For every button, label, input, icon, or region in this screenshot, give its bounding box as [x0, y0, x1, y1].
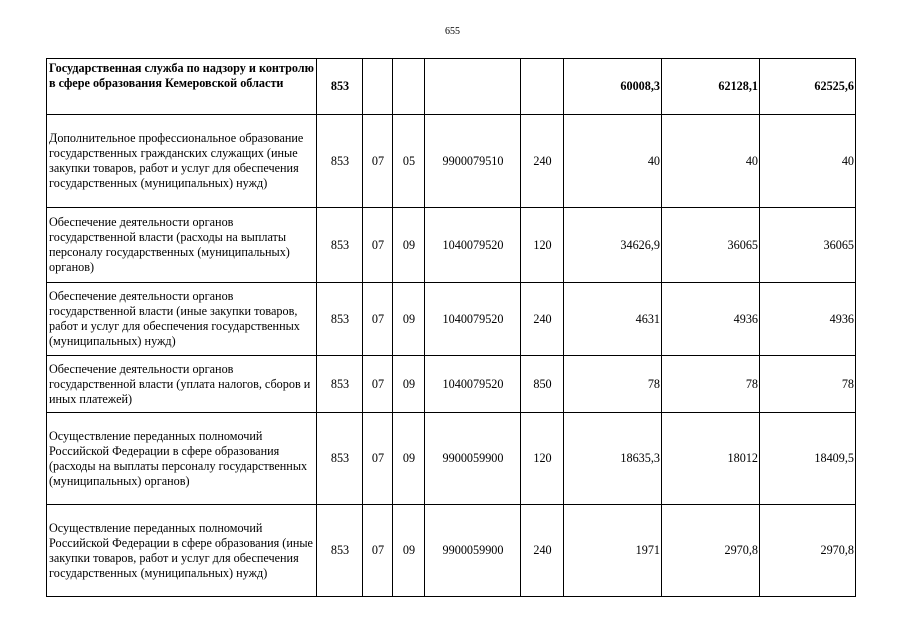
table-row	[47, 356, 856, 413]
cell-name: Обеспечение деятельности органов государственной власти (расходы на выплаты персоналу государственных (муниципальных) органов)	[47, 208, 317, 283]
cell-sum-3: 18409,5	[760, 413, 856, 505]
cell-subsection: 05	[393, 115, 425, 208]
cell-sum-3: 62525,6	[760, 59, 856, 115]
cell-sum-1: 18635,3	[564, 413, 662, 505]
cell-sum-2: 2970,8	[662, 505, 760, 597]
cell-section: 07	[363, 283, 393, 356]
cell-sum-2: 4936	[662, 283, 760, 356]
cell-sum-2: 40	[662, 115, 760, 208]
cell-type: 240	[521, 115, 564, 208]
cell-subsection: 09	[393, 283, 425, 356]
cell-sum-1: 4631	[564, 283, 662, 356]
cell-ministry: 853	[317, 413, 363, 505]
cell-ministry: 853	[317, 505, 363, 597]
cell-sum-3: 36065	[760, 208, 856, 283]
page-number: 655	[445, 26, 460, 37]
cell-target: 9900059900	[425, 505, 521, 597]
cell-name: Обеспечение деятельности органов государственной власти (иные закупки товаров, работ и услуг для обеспечения государственных (муниципальных) нужд)	[47, 283, 317, 356]
cell-section: 07	[363, 413, 393, 505]
cell-sum-1: 60008,3	[564, 59, 662, 115]
cell-sum-2: 78	[662, 356, 760, 413]
cell-sum-1: 1971	[564, 505, 662, 597]
cell-type: 850	[521, 356, 564, 413]
cell-type: 120	[521, 208, 564, 283]
cell-name: Дополнительное профессиональное образование государственных гражданских служащих (иные закупки товаров, работ и услуг для обеспечения государственных (муниципальных) нужд)	[47, 115, 317, 208]
table-row	[47, 413, 856, 505]
cell-sum-1: 40	[564, 115, 662, 208]
cell-section: 07	[363, 356, 393, 413]
budget-table	[46, 58, 856, 597]
table-row	[47, 283, 856, 356]
cell-type	[521, 59, 564, 115]
cell-sum-1: 34626,9	[564, 208, 662, 283]
cell-sum-3: 2970,8	[760, 505, 856, 597]
cell-sum-2: 18012	[662, 413, 760, 505]
cell-ministry: 853	[317, 59, 363, 115]
table-row	[47, 59, 856, 115]
cell-sum-2: 36065	[662, 208, 760, 283]
cell-target	[425, 59, 521, 115]
cell-subsection	[393, 59, 425, 115]
cell-target: 9900059900	[425, 413, 521, 505]
table-row	[47, 505, 856, 597]
cell-name: Осуществление переданных полномочий Российской Федерации в сфере образования (расходы на выплаты персоналу государственных (муниципальных) органов)	[47, 413, 317, 505]
cell-ministry: 853	[317, 283, 363, 356]
cell-section: 07	[363, 208, 393, 283]
cell-name: Государственная служба по надзору и контролю в сфере образования Кемеровской области	[47, 59, 317, 115]
cell-section	[363, 59, 393, 115]
cell-type: 240	[521, 505, 564, 597]
cell-type: 120	[521, 413, 564, 505]
cell-sum-1: 78	[564, 356, 662, 413]
cell-name: Осуществление переданных полномочий Российской Федерации в сфере образования (иные закупки товаров, работ и услуг для обеспечения государственных (муниципальных) нужд)	[47, 505, 317, 597]
cell-sum-2: 62128,1	[662, 59, 760, 115]
cell-sum-3: 40	[760, 115, 856, 208]
cell-subsection: 09	[393, 505, 425, 597]
cell-section: 07	[363, 115, 393, 208]
cell-subsection: 09	[393, 356, 425, 413]
cell-ministry: 853	[317, 115, 363, 208]
table-row	[47, 115, 856, 208]
cell-subsection: 09	[393, 208, 425, 283]
cell-ministry: 853	[317, 208, 363, 283]
cell-name: Обеспечение деятельности органов государственной власти (уплата налогов, сборов и иных платежей)	[47, 356, 317, 413]
cell-target: 9900079510	[425, 115, 521, 208]
cell-ministry: 853	[317, 356, 363, 413]
cell-subsection: 09	[393, 413, 425, 505]
table-row	[47, 208, 856, 283]
cell-target: 1040079520	[425, 283, 521, 356]
cell-sum-3: 4936	[760, 283, 856, 356]
cell-sum-3: 78	[760, 356, 856, 413]
cell-section: 07	[363, 505, 393, 597]
cell-target: 1040079520	[425, 208, 521, 283]
cell-target: 1040079520	[425, 356, 521, 413]
cell-type: 240	[521, 283, 564, 356]
